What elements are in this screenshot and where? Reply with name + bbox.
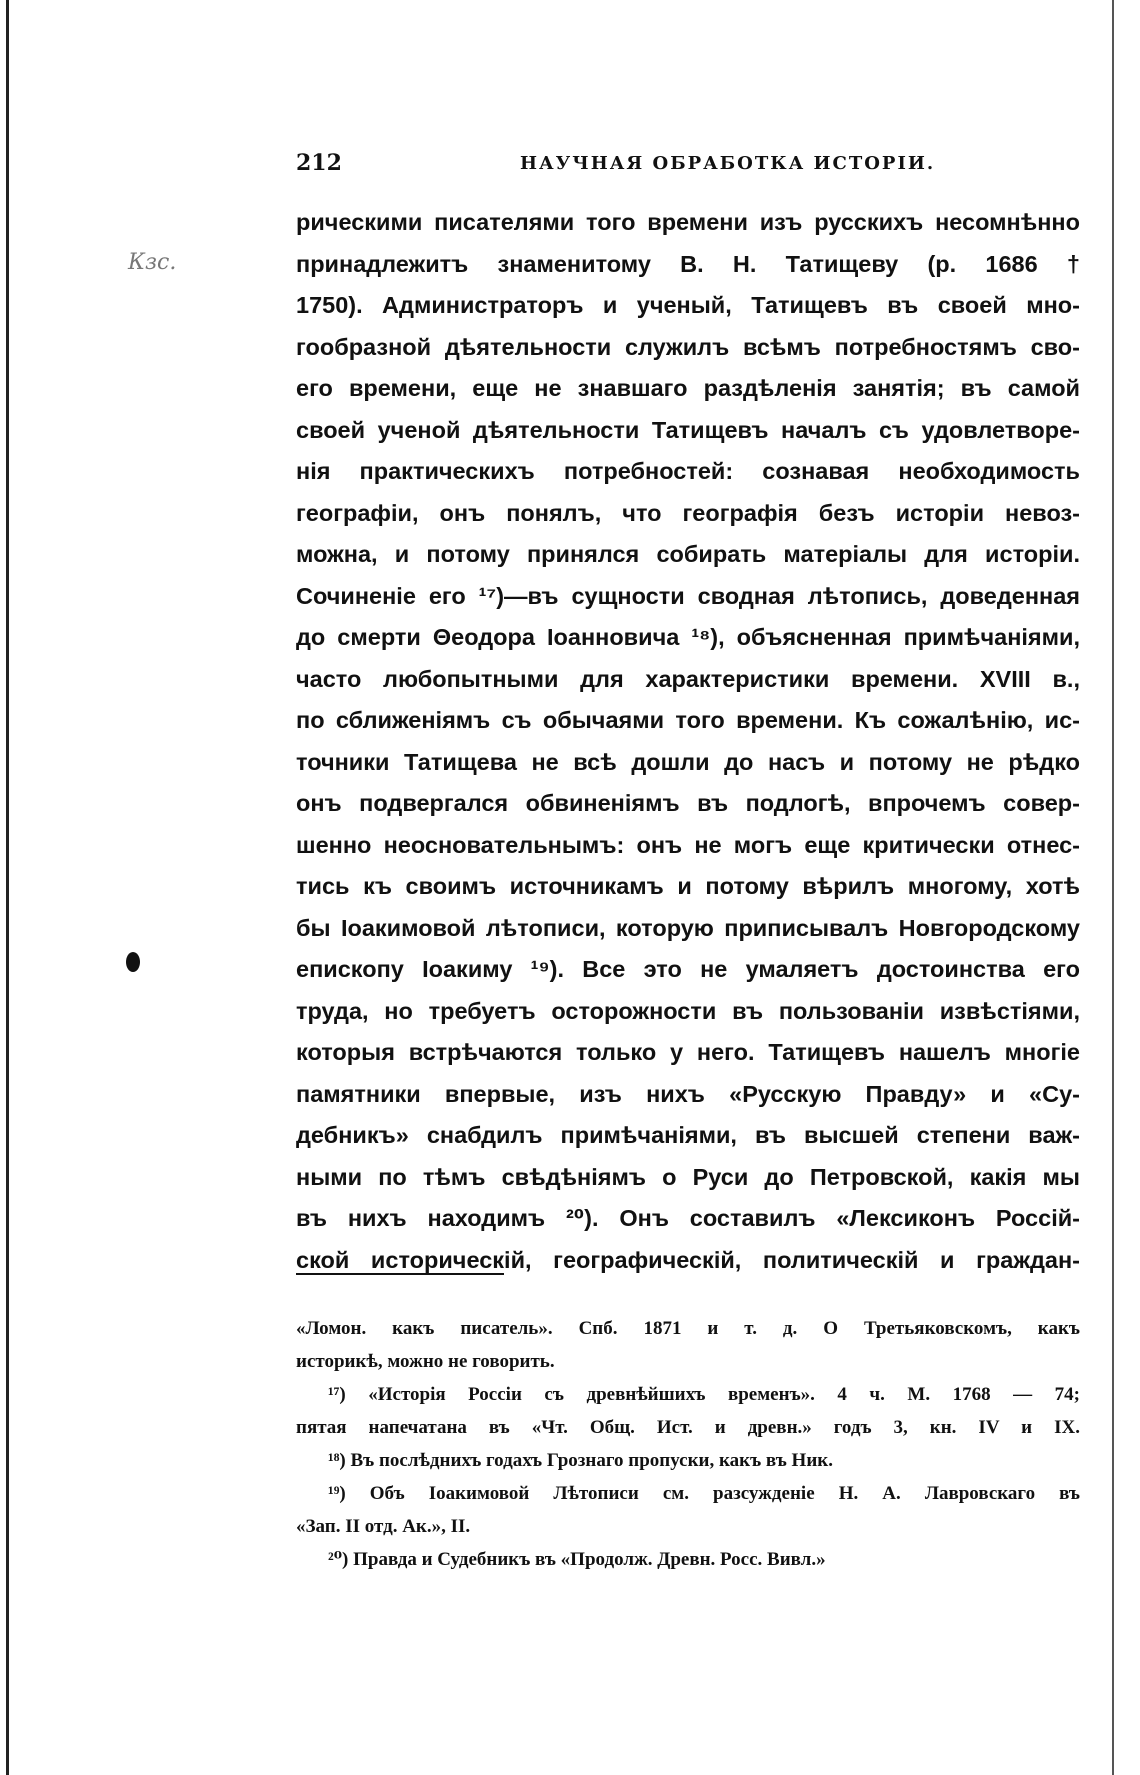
footnote-line: ¹⁷) «Исторія Россіи съ древнѣйшихъ временъ». 4 ч. М. 1768 — 74;: [328, 1384, 1080, 1405]
body-line: бы Іоакимовой лѣтописи, которую приписывалъ Новгородскому: [296, 914, 1080, 941]
body-line: онъ подвергался обвиненіямъ въ подлогѣ, впрочемъ совер-: [296, 790, 1080, 816]
footnote-line: ¹⁹) Объ Іоакимовой Лѣтописи см. разсужденіе Н. А. Лавровскаго въ: [328, 1483, 1080, 1504]
footnote-divider: [296, 1273, 504, 1275]
ink-blot: [126, 952, 140, 972]
footnote-line: ¹⁸) Въ послѣднихъ годахъ Грознаго пропуски, какъ въ Ник.: [328, 1450, 833, 1471]
margin-note: Кзс.: [128, 250, 177, 275]
footnote-line: «Ломон. какъ писатель». Спб. 1871 и т. д. О Третьяковскомъ, какъ: [296, 1318, 1080, 1339]
body-line: тись къ своимъ источникамъ и потому вѣрилъ многому, хотѣ: [296, 873, 1080, 899]
body-line: по сближеніямъ съ обычаями того времени. Къ сожалѣнію, ис-: [296, 707, 1080, 733]
page-edge-left: [6, 0, 9, 1775]
body-line: епископу Іоакиму ¹⁹). Все это не умаляетъ достоинства его: [296, 956, 1080, 982]
body-line: которыя встрѣчаются только у него. Татищевъ нашелъ многіе: [296, 1039, 1080, 1065]
page-edge-right: [1112, 0, 1114, 1775]
body-line: шенно неосновательнымъ: онъ не могъ еще критически отнес-: [296, 831, 1080, 858]
body-line: ными по тѣмъ свѣдѣніямъ о Руси до Петровской, какія мы: [296, 1163, 1080, 1190]
body-line: дебникъ» снабдилъ примѣчаніями, въ высшей степени важ-: [296, 1122, 1080, 1148]
footnotes: [296, 1312, 1080, 1576]
body-line: до смерти Θеодора Іоанновича ¹⁸), объясненная примѣчаніями,: [296, 624, 1080, 650]
body-line: часто любопытными для характеристики времени. XVIII в.,: [296, 665, 1080, 692]
footnote-line: «Зап. II отд. Ак.», II.: [296, 1516, 471, 1537]
body-line: ской историческій, географическій, политическій и граждан-: [296, 1246, 1080, 1273]
body-line: своей ученой дѣятельности Татищевъ началъ съ удовлетворе-: [296, 416, 1080, 443]
body-line: рическими писателями того времени изъ русскихъ несомнѣнно: [296, 209, 1080, 235]
body-line: его времени, еще не знавшаго раздѣленія занятія; въ самой: [296, 375, 1080, 401]
body-line: 1750). Администраторъ и ученый, Татищевъ въ своей мно-: [296, 292, 1080, 318]
body-line: нія практическихъ потребностей: сознавая необходимость: [296, 458, 1080, 484]
footnote-line: историкѣ, можно не говорить.: [296, 1351, 555, 1372]
body-line: памятники впервые, изъ нихъ «Русскую Правду» и «Су-: [296, 1080, 1080, 1107]
footnote-line: пятая напечатана въ «Чт. Общ. Ист. и древн.» годъ 3, кн. IV и IX.: [296, 1417, 1080, 1438]
body-line: точники Татищева не всѣ дошли до насъ и потому не рѣдко: [296, 748, 1080, 775]
body-line: Сочиненіе его ¹⁷)—въ сущности сводная лѣтопись, доведенная: [296, 582, 1080, 609]
body-line: въ нихъ находимъ ²⁰). Онъ составилъ «Лексиконъ Россій-: [296, 1205, 1080, 1231]
body-line: принадлежитъ знаменитому В. Н. Татищеву (р. 1686 †: [296, 250, 1080, 277]
footnote-line: ²⁰) Правда и Судебникъ въ «Продолж. Древн. Росс. Вивл.»: [328, 1549, 826, 1570]
body-line: гообразной дѣятельности служилъ всѣмъ потребностямъ сво-: [296, 333, 1080, 360]
body-line: труда, но требуетъ осторожности въ пользованіи извѣстіями,: [296, 997, 1080, 1024]
running-head: НАУЧНАЯ ОБРАБОТКА ИСТОРІИ.: [520, 153, 936, 174]
body-line: можна, и потому принялся собирать матеріалы для исторіи.: [296, 541, 1080, 567]
page-number: 212: [296, 150, 342, 176]
body-text: [296, 202, 1080, 1281]
body-line: географіи, онъ понялъ, что географія безъ исторіи невоз-: [296, 499, 1080, 526]
